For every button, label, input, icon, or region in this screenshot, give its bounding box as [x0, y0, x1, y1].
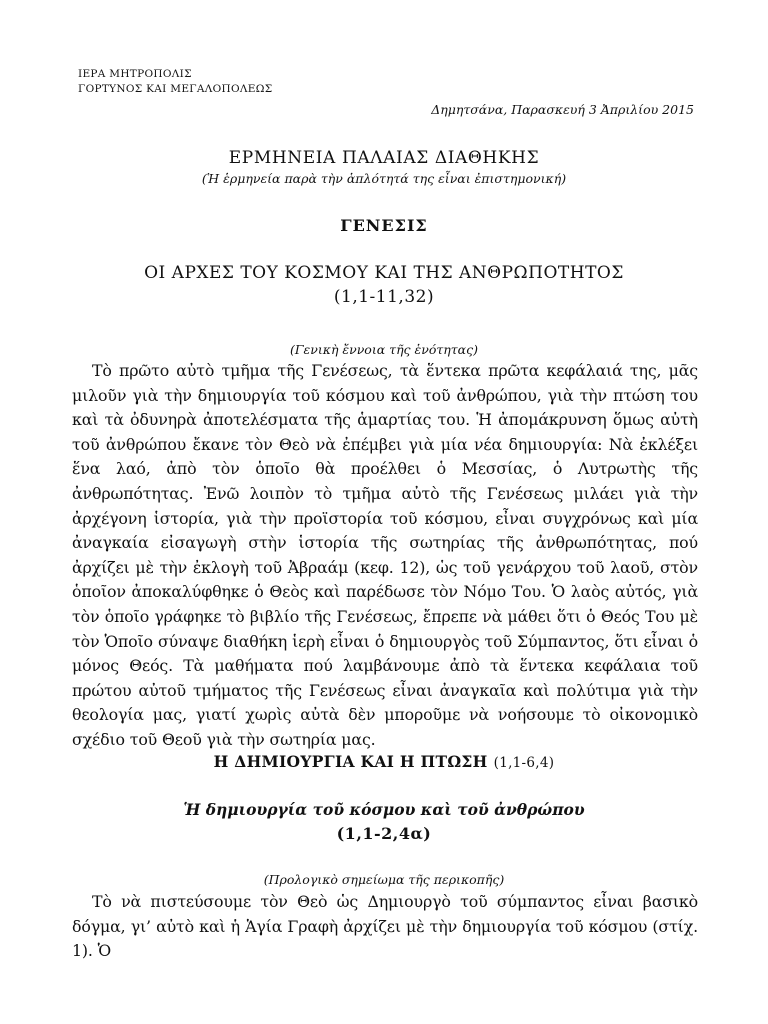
section-note: (Γενικὴ ἔννοια τῆς ἑνότητας) — [289, 342, 478, 357]
dateline: Δημητσάνα, Παρασκευή 3 Ἀπριλίου 2015 — [431, 102, 694, 117]
document-subtitle: (Ἡ ἑρμηνεία παρὰ τὴν ἁπλότητά της εἶναι ἐπιστημονική) — [201, 171, 567, 186]
chapter-heading-text: Η ΔΗΜΙΟΥΡΓΙΑ ΚΑΙ Η ΠΤΩΣΗ — [213, 752, 488, 771]
issuer-line-2: ΓΟΡΤΥΝΟΣ ΚΑΙ ΜΕΓΑΛΟΠΟΛΕΩΣ — [78, 83, 273, 95]
issuer-line-1: ΙΕΡΑ ΜΗΤΡΟΠΟΛΙΣ — [78, 68, 192, 80]
book-heading: ΓΕΝΕΣΙΣ — [340, 216, 428, 235]
document-title: ΕΡΜΗΝΕΙΑ ΠΑΛΑΙΑΣ ΔΙΑΘΗΚΗΣ — [228, 148, 540, 168]
body-paragraph: Τὸ πρῶτο αὐτὸ τμῆμα τῆς Γενέσεως, τὰ ἕντεκα πρῶτα κεφάλαιά της, μᾶς μιλοῦν γιὰ τὴν δημιουργία τοῦ κόσμου καὶ τοῦ ἀνθρώπου, γιὰ τὴν πτώση του καὶ τὰ ὀδυνηρὰ ἀποτελέσματα τῆς ἁμαρτίας του. Ἡ ἀπομάκρυνση ὅμως αὐτὴ τοῦ ἀνθρώπου ἔκανε τὸν Θεὸ νὰ ἐπέμβει γιὰ μία νέα δημιουργία: Νὰ ἐκλέξει ἕνα λαό, ἀπὸ τὸν ὁποῖο θὰ προέλθει ὁ Μεσσίας, ὁ Λυτρωτὴς τῆς ἀνθρωπότητας. Ἐνῶ λοιπὸν τὸ τμῆμα αὐτὸ τῆς Γενέσεως μιλάει γιὰ τὴν ἀρχέγονη ἱστορία, γιὰ τὴν προϊστορία τοῦ κόσμου, εἶναι συγχρόνως καὶ μία ἀναγκαία εἰσαγωγὴ στὴν ἱστορία τῆς σωτηρίας τῆς ἀνθρωπότητας, πού ἀρχίζει μὲ τὴν ἐκλογὴ τοῦ Ἀβραάμ (κεφ. 12), ὡς τοῦ γενάρχου τοῦ λαοῦ, στὸν ὁποῖον ἀποκαλύφθηκε ὁ Θεὸς καὶ παρέδωσε τὸν Νόμο Του. Ὁ λαὸς αὐτός, γιὰ τὸν ὁποῖο γράφηκε τὸ βιβλίο τῆς Γενέσεως, ἔπρεπε νὰ μάθει ὅτι ὁ Θεός Του μὲ τὸν Ὁποῖο σύναψε διαθήκη ἱερὴ εἶναι ὁ δημιουργὸς τοῦ Σύμπαντος, ὅτι εἶναι ὁ μόνος Θεός. Τὰ μαθήματα πού λαμβάνουμε ἀπὸ τὰ ἕντεκα κεφάλαια τοῦ πρώτου αὐτοῦ τμήματος τῆς Γενέσεως εἶναι ἀναγκαῖα καὶ πολύτιμα γιὰ τὴν θεολογία μας, γιατί χωρὶς αὐτὰ δὲν μποροῦμε νὰ νοήσουμε τὸ οἰκονομικὸ σχέδιο τοῦ Θεοῦ γιὰ τὴν σωτηρία μας. — [72, 361, 698, 749]
issuer-block — [78, 67, 272, 97]
section-range: (1,1-11,32) — [333, 287, 435, 307]
pericope-note: (Προλογικὸ σημείωμα τῆς περικοπῆς) — [263, 872, 505, 887]
pericope-heading: Ἡ δημιουργία τοῦ κόσμου καὶ τοῦ ἀνθρώπου — [183, 800, 585, 819]
section-heading: ΟΙ ΑΡΧΕΣ ΤΟΥ ΚΟΣΜΟΥ ΚΑΙ ΤΗΣ ΑΝΘΡΩΠΟΤΗΤΟΣ — [144, 263, 624, 283]
chapter-heading-range: (1,1-6,4) — [493, 755, 555, 771]
chapter-heading — [70, 752, 698, 771]
pericope-range: (1,1-2,4α) — [336, 824, 432, 843]
body-paragraph: Τὸ νὰ πιστεύσουμε τὸν Θεὸ ὡς Δημιουργὸ τοῦ σύμπαντος εἶναι βασικὸ δόγμα, γι’ αὐτὸ καὶ ἡ Ἁγία Γραφὴ ἀρχίζει μὲ τὴν δημιουργία τοῦ κόσμου (στίχ. 1). Ὁ — [72, 892, 698, 961]
